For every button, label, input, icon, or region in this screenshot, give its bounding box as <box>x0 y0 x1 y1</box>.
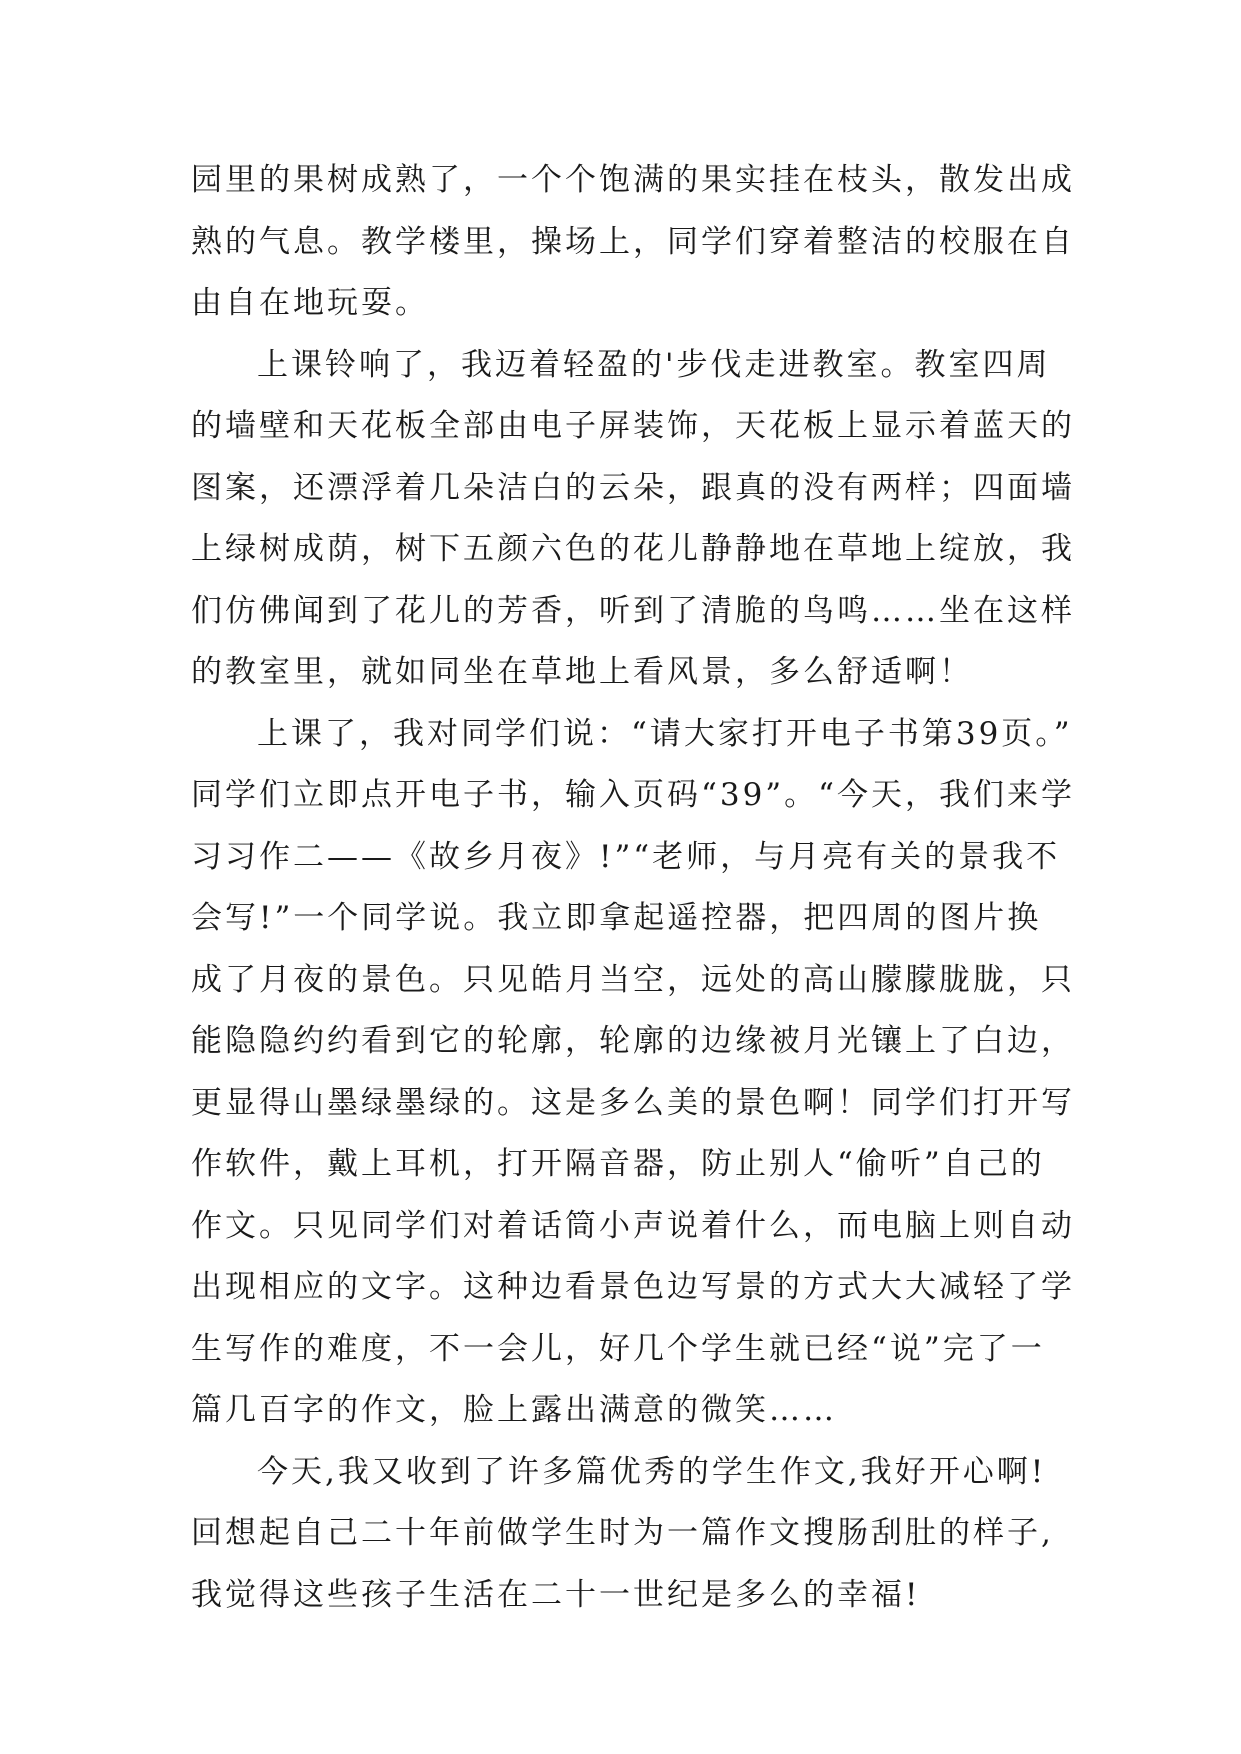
text-line: 作文。只见同学们对着话筒小声说着什么，而电脑上则自动 <box>191 1207 1075 1244</box>
text-line: 图案，还漂浮着几朵洁白的云朵，跟真的没有两样；四面墙 <box>191 469 1075 506</box>
text-line: 我觉得这些孩子生活在二十一世纪是多么的幸福! <box>191 1576 921 1613</box>
text-line: 的教室里，就如同坐在草地上看风景，多么舒适啊！ <box>191 654 973 690</box>
text-line: 的墙壁和天花板全部由电子屏装饰，天花板上显示着蓝天的 <box>191 408 1075 444</box>
text-line: 同学们立即点开电子书，输入页码“39”。“今天，我们来学 <box>191 777 1075 813</box>
paragraph-4 <box>191 1442 1054 1627</box>
text-line: 成了月夜的景色。只见皓月当空，远处的高山朦朦胧胧，只 <box>191 961 1075 998</box>
text-line: 回想起自己二十年前做学生时为一篇作文搜肠刮肚的样子, <box>191 1515 1054 1551</box>
document-body <box>191 150 1075 1626</box>
text-line: 会写!”一个同学说。我立即拿起遥控器，把四周的图片换 <box>191 900 1042 936</box>
text-line: 们仿佛闻到了花儿的芳香，听到了清脆的鸟鸣……坐在这样 <box>191 592 1075 629</box>
text-line: 上课铃响了，我迈着轻盈的'步伐走进教室。教室四周 <box>257 346 1051 383</box>
paragraph-3 <box>191 704 1075 1442</box>
paragraph-2 <box>191 335 1075 704</box>
text-line: 能隐隐约约看到它的轮廓，轮廓的边缘被月光镶上了白边， <box>191 1023 1075 1059</box>
text-line: 生写作的难度，不一会儿，好几个学生就已经“说”完了一 <box>191 1330 1045 1367</box>
text-line: 上课了，我对同学们说：“请大家打开电子书第39页。” <box>257 715 1073 752</box>
text-line: 更显得山墨绿墨绿的。这是多么美的景色啊！同学们打开写 <box>191 1084 1075 1121</box>
paragraph-1 <box>191 150 1075 335</box>
text-line: 作软件，戴上耳机，打开隔音器，防止别人“偷听”自己的 <box>191 1146 1045 1182</box>
text-line: 熟的气息。教学楼里，操场上，同学们穿着整洁的校服在自 <box>191 223 1075 260</box>
text-line: 上绿树成荫，树下五颜六色的花儿静静地在草地上绽放，我 <box>191 531 1075 567</box>
text-line: 篇几百字的作文，脸上露出满意的微笑…… <box>191 1392 837 1428</box>
text-line: 今天,我又收到了许多篇优秀的学生作文,我好开心啊! <box>257 1453 1047 1490</box>
text-line: 园里的果树成熟了，一个个饱满的果实挂在枝头，散发出成 <box>191 162 1075 198</box>
text-line: 出现相应的文字。这种边看景色边写景的方式大大减轻了学 <box>191 1269 1075 1305</box>
text-line: 习习作二——《故乡月夜》!”“老师，与月亮有关的景我不 <box>191 838 1061 875</box>
text-line: 由自在地玩耍。 <box>191 285 429 321</box>
